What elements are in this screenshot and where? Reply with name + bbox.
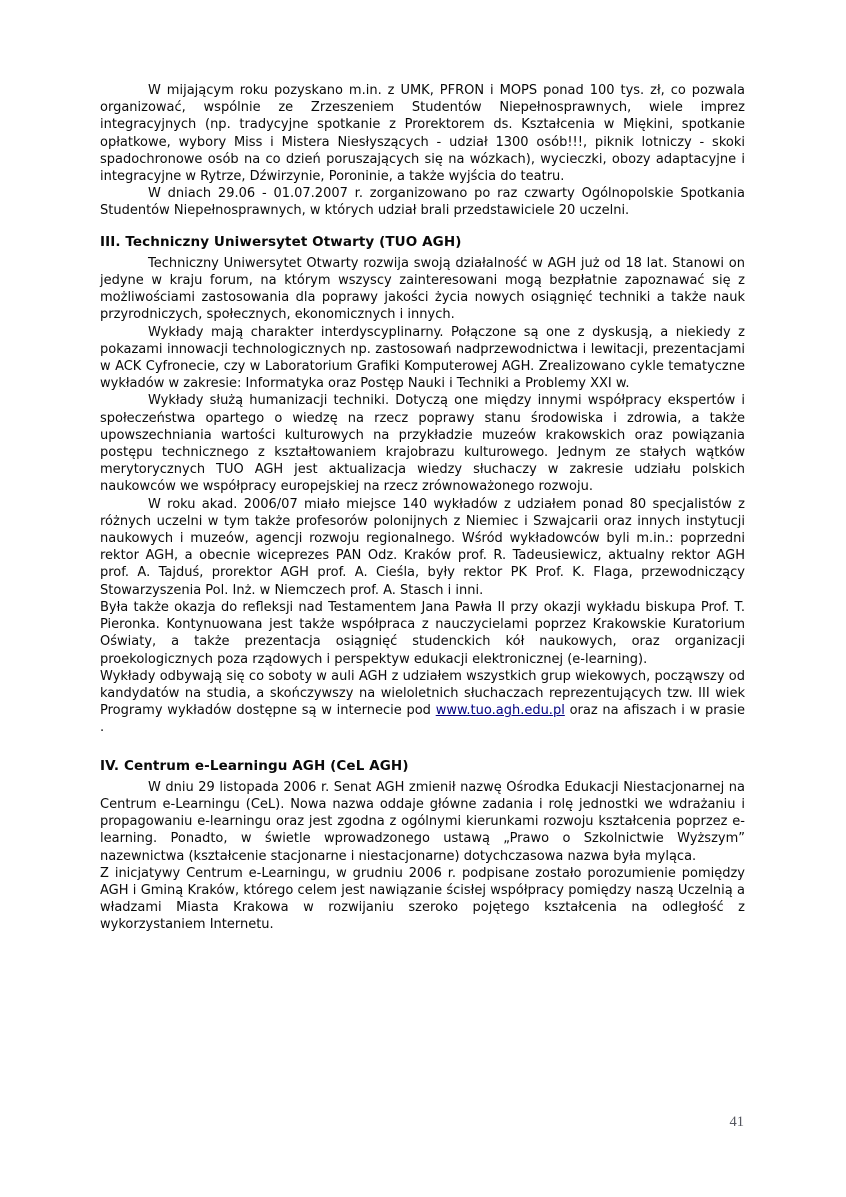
paragraph-funding-integration-events: W mijającym roku pozyskano m.in. z UMK, PFRON i MOPS ponad 100 tys. zł, co pozwala organizować, wspólnie ze Zrzeszeniem Studentów Niepełnosprawnych, wiele imprez integracyjnych (np. tradycyjne spotkanie z Prorektorem ds. Kształcenia w Miękini, spotkanie opłatkowe, wybory Miss i Mistera Niesłyszących - udział 1300 osób!!!, piknik lotniczy - skoki spadochronowe osób na co dzień poruszających się na wózkach), wycieczki, obozy adaptacyjne i integracyjne w Rytrze, Dźwirzynie, Poroninie, a także wyjścia do teatru. (100, 83, 745, 185)
paragraph-cel-krakow-agreement: Z inicjatywy Centrum e-Learningu, w grudniu 2006 r. podpisane zostało porozumienie pomiędzy AGH i Gminą Kraków, którego celem jest nawiązanie ścisłej współpracy pomiędzy naszą Uczelnią a władzami Miasta Krakowa w rozwijaniu szeroko pojętego kształcenia na odległość z wykorzystaniem Internetu. (100, 865, 745, 933)
tuo-agh-website-link[interactable]: www.tuo.agh.edu.pl (435, 703, 565, 719)
paragraph-national-meetings: W dniach 29.06 - 01.07.2007 r. zorganizowano po raz czwarty Ogólnopolskie Spotkania Studentów Niepełnosprawnych, w których udział brali przedstawiciele 20 uczelni. (100, 186, 745, 219)
document-body (100, 82, 745, 934)
lecture-schedule-text-after: oraz na afiszach i w prasie . (100, 703, 745, 736)
lecture-schedule-text-before: Wykłady odbywają się co soboty w auli AGH z udziałem wszystkich grup wiekowych, począwszy od kandydatów na studia, a skończywszy na wieloletnich słuchaczach reprezentujących tzw. III wiek Programy wykładów dostępne są w internecie pod (100, 668, 745, 719)
paragraph-tuo-history: Techniczny Uniwersytet Otwarty rozwija swoją działalność w AGH już od 18 lat. Stanowi on jedyne w kraju forum, na którym wszyscy zainteresowani mogą bezpłatnie zapoznawać się z możliwościami zastosowania dla poprawy jakości życia nowych osiągnięć techniki a także nauk przyrodniczych, społecznych, ekonomicznych i innych. (100, 255, 745, 323)
page-number: 41 (729, 1114, 744, 1130)
paragraph-lectures-humanization: Wykłady służą humanizacji techniki. Dotyczą one między innymi współpracy ekspertów i społeczeństwa opartego o wiedzę na rzecz poprawy stanu środowiska i zdrowia, a także upowszechniania wartości kulturowych na przykładzie muzeów krakowskich oraz powiązania postępu technicznego z kształtowaniem krajobrazu kulturowego. Jednym ze stałych wątków merytorycznych TUO AGH jest aktualizacja wiedzy słuchaczy w zakresie udziału polskich naukowców we współpracy europejskiej na rzecz zrównoważonego rozwoju. (100, 393, 745, 495)
paragraph-cel-renaming: W dniu 29 listopada 2006 r. Senat AGH zmienił nazwę Ośrodka Edukacji Niestacjonarnej na Centrum e-Learningu (CeL). Nowa nazwa oddaje główne zadania i rolę jednostki we wdrażaniu i propagowaniu e-learningu oraz jest zgodna z ogólnymi kierunkami rozwoju kształcenia poprzez e-learning. Ponadto, w świetle wprowadzonego ustawą „Prawo o Szkolnictwie Wyższym” nazewnictwa (kształcenie stacjonarne i niestacjonarne) dotychczasowa nazwa była myląca. (100, 779, 745, 864)
paragraph-testament-reflection: Była także okazja do refleksji nad Testamentem Jana Pawła II przy okazji wykładu biskupa Prof. T. Pieronka. Kontynuowana jest także współpraca z nauczycielami poprzez Krakowskie Kuratorium Oświaty, a także prezentacja osiągnięć studenckich kół naukowych, oraz organizacji proekologicznych poza rządowych i perspektyw edukacji elektronicznej (e-learning). (100, 599, 745, 667)
paragraph-lectures-interdisciplinary: Wykłady mają charakter interdyscyplinarny. Połączone są one z dyskusją, a niekiedy z pokazami innowacji technologicznych np. zastosowań nadprzewodnictwa i lewitacji, prezentacjami w ACK Cyfronecie, czy w Laboratorium Grafiki Komputerowej AGH. Zrealizowano cykle tematyczne wykładów w zakresie: Informatyka oraz Postęp Nauki i Techniki a Problemy XXI w. (100, 324, 745, 392)
paragraph-academic-year-lectures: W roku akad. 2006/07 miało miejsce 140 wykładów z udziałem ponad 80 specjalistów z różnych uczelni w tym także profesorów polonijnych z Niemiec i Szwajcarii oraz innych instytucji naukowych i muzeów, agencji rozwoju regionalnego. Wśród wykładowców byli m.in.: poprzedni rektor AGH, a obecnie wiceprezes PAN Odz. Kraków prof. R. Tadeusiewicz, aktualny rektor AGH prof. A. Tajduś, prorektor AGH prof. A. Cieśla, były rektor PK Prof. K. Flaga, przewodniczący Stowarzyszenia Pol. Inż. w Niemczech prof. A. Stasch i inni. (100, 496, 745, 598)
section-heading-tuo-agh: III. Techniczny Uniwersytet Otwarty (TUO AGH) (100, 233, 462, 250)
section-heading-cel-agh: IV. Centrum e-Learningu AGH (CeL AGH) (100, 757, 409, 774)
paragraph-lecture-schedule (100, 668, 745, 737)
